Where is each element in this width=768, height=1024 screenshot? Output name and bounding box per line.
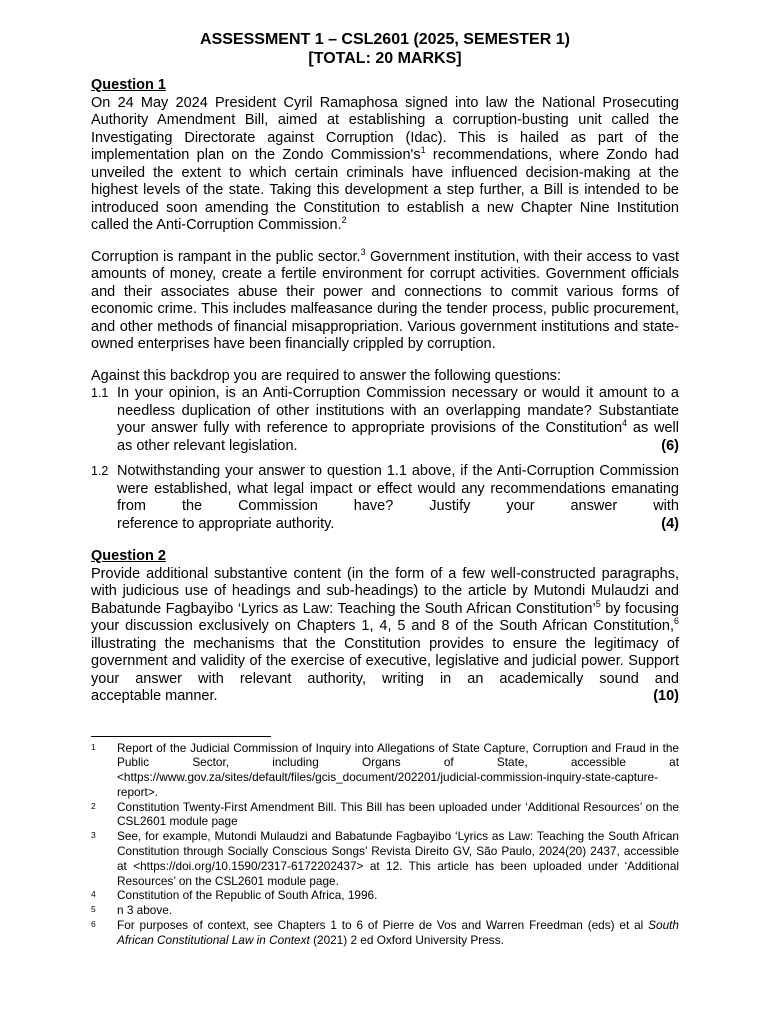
footnote-1: 1 Report of the Judicial Commission of Inquiry into Allegations of State Capture, Corruption and Fraud in the Public Sector, including Organs of State, accessible at <https://www.gov.za/sites/default/files/gcis_document/202201/judicial-commission-inquiry-state-capture-report>. bbox=[91, 740, 679, 799]
footnote-5: 5 n 3 above. bbox=[91, 903, 173, 918]
question-1-heading: Question 1 bbox=[91, 77, 166, 93]
question-1-2: 1.2 Notwithstanding your answer to question 1.1 above, if the Anti-Corruption Commission were established, what legal impact or effect would any recommendations emanating from the Commission have? Justify your answer with reference to appropriate authority. (4) bbox=[91, 463, 679, 532]
question-1-2-marks: (4) bbox=[661, 515, 679, 532]
footnotes bbox=[91, 741, 679, 948]
question-2-marks: (10) bbox=[653, 688, 679, 704]
question-1-1-number: 1.1 bbox=[91, 386, 109, 400]
document-page bbox=[91, 30, 679, 948]
question-1-1-marks: (6) bbox=[661, 437, 679, 454]
footnote-3: 3 See, for example, Mutondi Mulaudzi and Babatunde Fagbayibo ‘Lyrics as Law: Teaching the South African Constitution through Socially Conscious Songs’ Revista Direito GV, São Paulo, 2024(20) 2437, accessible at <https://doi.org/10.1590/2317-6172202437> at 12. This article has been uploaded under ‘Additional Resources’ on the CSL2601 module page. bbox=[91, 829, 679, 888]
footnote-2: 2 Constitution Twenty-First Amendment Bill. This Bill has been uploaded under ‘Additional Resources’ on the CSL2601 module page bbox=[91, 799, 679, 829]
footnote-ref-5[interactable]: 5 bbox=[595, 598, 601, 609]
footnote-ref-3[interactable]: 3 bbox=[360, 246, 366, 257]
footnote-6: 6 For purposes of context, see Chapters 1 to 6 of Pierre de Vos and Warren Freedman (eds) et al South African Constitutional Law in Context (2021) 2 ed Oxford University Press. bbox=[91, 918, 679, 947]
question-1-2-number: 1.2 bbox=[91, 464, 109, 478]
total-marks: [TOTAL: 20 MARKS] bbox=[308, 50, 462, 67]
footnote-4: 4 Constitution of the Republic of South Africa, 1996. bbox=[91, 888, 378, 903]
question-1-1: 1.1 In your opinion, is an Anti-Corruption Commission necessary or would it amount to a needless duplication of other institutions with an overlapping mandate? Substantiate your answer fully with reference to appropriate provisions of the Constitution$^4$ as well as other relevant legislation. (6) bbox=[91, 385, 679, 454]
question-1-intro: Against this backdrop you are required to answer the following questions: bbox=[91, 367, 561, 384]
footnote-ref-2[interactable]: 2 bbox=[341, 215, 347, 226]
question-2-paragraph: Provide additional substantive content (in the form of a few well-constructed paragraphs, with judicious use of headings and sub-headings) to the article by Mutondi Mulaudzi and Babatunde Fagbayibo ‘Lyrics as Law: Teaching the South African Constitution’$^5$ by focusing your discussion exclusively on Chapters 1, 4, 5 and 8 of the South African Constitution,$^6$ illustrating the mechanisms that the Constitution provides to ensure the legitimacy of government and validity of the exercise of executive, legislative and judicial power. Support your answer with relevant authority, writing in an academically sound and acceptable manner. (10) bbox=[91, 565, 679, 704]
question-1-paragraph-2: Corruption is rampant in the public sector.$^3$ Government institution, with their access to vast amounts of money, create a fertile environment for corrupt activities. Government officials and their associates abuse their power and connections to commit various forms of economic crime. This includes malfeasance during the tender process, public procurement, and other methods of financial misappropriation. Various government institutions and state-owned enterprises have been financially crippled by corruption. bbox=[91, 246, 680, 352]
footnote-ref-4[interactable]: 4 bbox=[622, 418, 628, 429]
assessment-title: ASSESSMENT 1 – CSL2601 (2025, SEMESTER 1) bbox=[200, 31, 570, 48]
footnote-ref-6[interactable]: 6 bbox=[673, 616, 679, 627]
question-2-heading: Question 2 bbox=[91, 548, 166, 564]
question-1-paragraph-1: On 24 May 2024 President Cyril Ramaphosa signed into law the National Prosecuting Authority Amendment Bill, aimed at establishing a corruption-busting unit called the Investigating Directorate against Corruption (Idac). This is hailed as part of the implementation plan on the Zondo $Commission's^1$ recommendations, where Zondo had unveiled the extent to which certain criminals have influenced decision-making at the highest levels of the state. Taking this development a step further, a Bill is intended to be introduced soon amending the Constitution to establish a new Chapter Nine Institution called the Anti-Corruption Commission.$^2$ bbox=[91, 94, 679, 233]
footnote-ref-1[interactable]: 1 bbox=[420, 145, 426, 156]
